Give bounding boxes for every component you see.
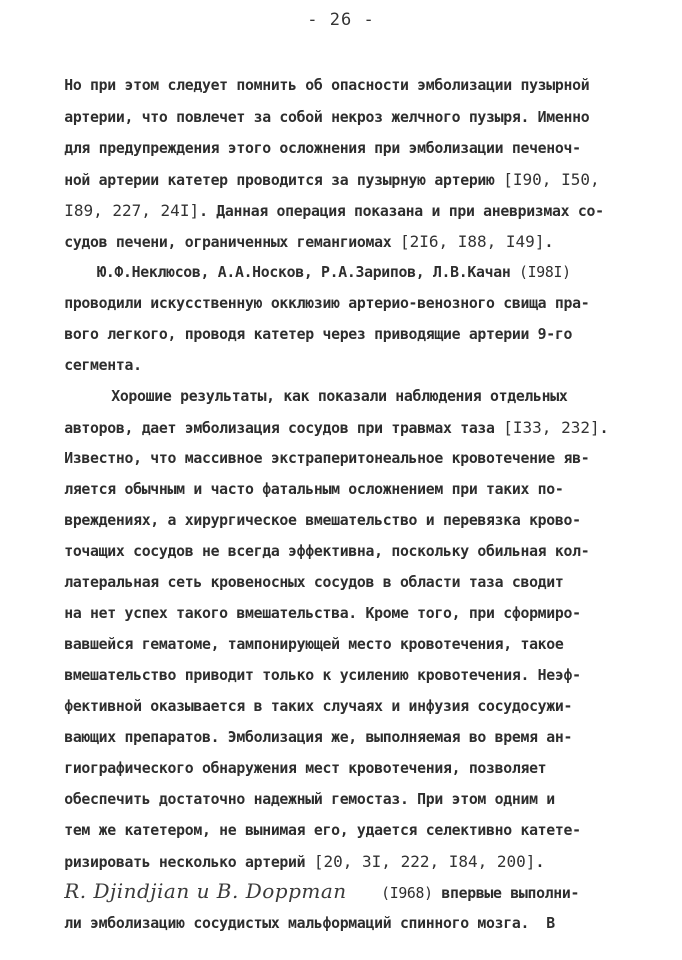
- line-text: для предупреждения этого осложнения при эмболизации печеноч-: [64, 140, 581, 157]
- line-text: впервые выполни-: [432, 885, 580, 902]
- line-text: на нет успех такого вмешательства. Кроме того, при сформиро-: [64, 605, 581, 622]
- line-text: Хорошие результаты, как показали наблюдения отдельных: [111, 388, 568, 405]
- citation: I89, 227, 24I]: [64, 201, 200, 220]
- line-text: артерии, что повлечет за собой некроз желчного пузыря. Именно: [64, 109, 590, 126]
- line-text: тем же катетером, не вынимая его, удается селективно катете-: [64, 822, 581, 839]
- line-tail: .: [535, 854, 545, 871]
- text-line-28: [47, 894, 555, 934]
- citation: [I90, I50,: [503, 170, 600, 189]
- line-text: Но при этом следует помнить об опасности эмболизации пузырной: [64, 77, 590, 94]
- line-text: вреждениях, а хирургическое вмешательство и перевязка крово-: [64, 512, 581, 529]
- line-text: фективной оказывается в таких случаях и инфузия сосудосужи-: [64, 698, 573, 715]
- line-text: . Данная операция показана и при аневризмах со-: [199, 203, 604, 220]
- line-text: проводили искусственную окклюзию артерио-венозного свища пра-: [64, 295, 590, 312]
- line-text: ризировать несколько артерий: [64, 854, 314, 871]
- line-text: латеральная сеть кровеносных сосудов в области таза сводит: [64, 574, 564, 591]
- line-text: ляется обычным и часто фатальным осложнением при таких по-: [64, 481, 564, 498]
- line-tail: .: [599, 420, 609, 437]
- line-text: Известно, что массивное экстраперитонеальное кровотечение яв-: [64, 450, 590, 467]
- line-text: Ю.Ф.Неклюсов, А.А.Носков, Р.А.Зарипов, Л.В.Качан: [97, 264, 520, 281]
- citation: [I33, 232]: [503, 418, 600, 437]
- year: (I968): [381, 885, 433, 902]
- line-text: ли эмболизацию сосудистых мальформаций спинного мозга. В: [64, 915, 555, 932]
- line-text: вмешательство приводит только к усилению кровотечения. Неэф-: [64, 667, 581, 684]
- line-text: вого легкого, проводя катетер через приводящие артерии 9-го: [64, 326, 573, 343]
- handwritten-author-names: R. Djindjian и B. Doppman: [64, 879, 347, 903]
- line-tail: .: [544, 234, 554, 251]
- line-text: вавшейся гематоме, тампонирующей место кровотечения, такое: [64, 636, 564, 653]
- line-text: вающих препаратов. Эмболизация же, выполняемая во время ан-: [64, 729, 573, 746]
- page-number: - 26 -: [307, 10, 375, 30]
- line-text: авторов, дает эмболизация сосудов при травмах таза: [64, 420, 504, 437]
- citation: [2I6, I88, I49]: [399, 232, 545, 251]
- line-text: точащих сосудов не всегда эффективна, поскольку обильная кол-: [64, 543, 590, 560]
- line-text: ной артерии катетер проводится за пузырную артерию: [64, 172, 504, 189]
- citation: [20, 3I, 222, I84, 200]: [313, 852, 536, 871]
- year: (I98I): [519, 264, 571, 281]
- line-text: гиографического обнаружения мест кровотечения, позволяет: [64, 760, 547, 777]
- line-text: судов печени, ограниченных гемангиомах: [64, 234, 400, 251]
- line-text: сегмента.: [64, 357, 142, 374]
- line-text: обеспечить достаточно надежный гемостаз. При этом одним и: [64, 791, 555, 808]
